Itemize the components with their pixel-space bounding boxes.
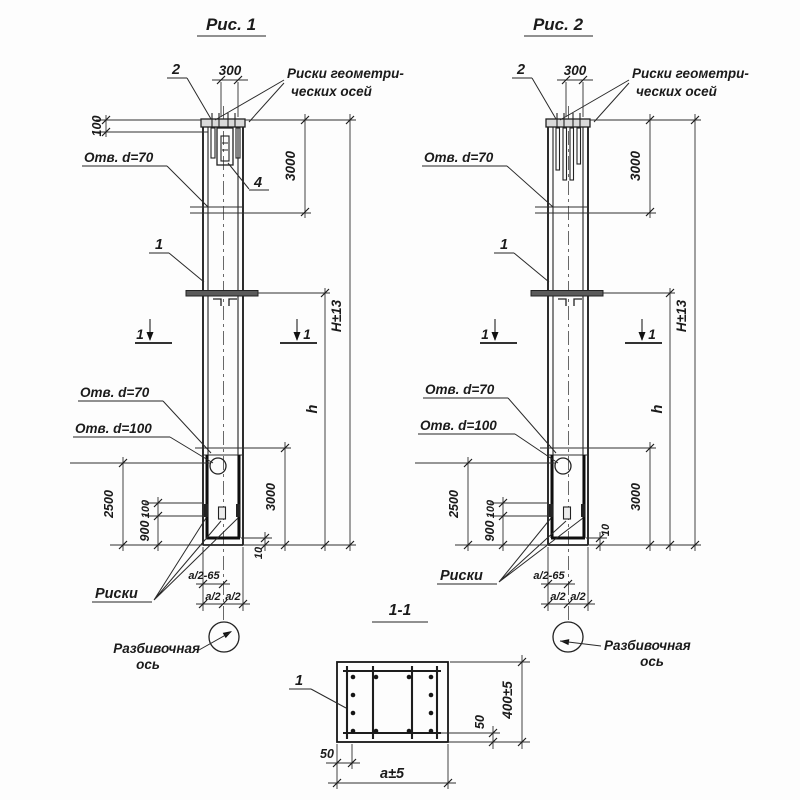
fig1-cut-label-left: 1 (136, 327, 144, 342)
section-1-1-view (289, 602, 530, 789)
section-underlines (289, 622, 428, 689)
fig2-console-plate (531, 291, 603, 297)
fig2-console-marks (558, 299, 582, 306)
fig1-cap-extensions (96, 120, 208, 132)
fig1-top-insert-detail (211, 128, 240, 165)
fig1-hole-d70-bottom-label: Отв. d=70 (80, 385, 150, 400)
fig1-section-cut-marks (135, 319, 317, 343)
fig2-layout-axis-circle (553, 622, 583, 652)
fig2-cut-label-left: 1 (481, 327, 489, 342)
fig1-axis-marks-label-line1: Риски геометри- (287, 66, 404, 81)
fig1-column-inner-walls (208, 127, 238, 538)
fig1-callout-4: 4 (253, 175, 263, 191)
fig1-hole-bands (190, 207, 243, 455)
fig1-top-cap (201, 119, 245, 127)
fig1-dim-300: 300 (218, 63, 242, 78)
fig1-axis-label-line2: ось (136, 657, 160, 672)
fig2-dim-300: 300 (563, 63, 587, 78)
fig2-marks-label: Риски (440, 568, 483, 584)
fig1-risk-mark-center (219, 507, 226, 519)
fig2-dim-2500: 2500 (447, 490, 461, 518)
fig1-dim-a2-left: a/2 (205, 591, 221, 603)
fig1-dim-2500: 2500 (102, 490, 116, 518)
fig2-axis-marks-label-line2: ческих осей (636, 84, 717, 99)
fig2-hole-bands (535, 207, 588, 455)
fig2-leaders (418, 36, 629, 646)
fig2-top-cap (546, 119, 590, 127)
fig1-axis-marks-label-line2: ческих осей (291, 84, 372, 99)
section-reinforcement-cage (343, 666, 441, 739)
fig1-callout-2: 2 (171, 62, 181, 78)
fig1-risk-mark-left (204, 504, 208, 517)
fig1-hole-d100-label: Отв. d=100 (75, 421, 152, 436)
fig2-axis-label-line1: Разбивочная (604, 638, 691, 653)
fig1-labels (75, 15, 404, 672)
fig1-dim-3000-top: 3000 (283, 150, 298, 182)
fig1-risk-mark-right (236, 504, 240, 517)
fig1-dim-100-bottom: 100 (140, 499, 152, 519)
section-rebar-dots (351, 675, 434, 734)
fig2-dim-10: 10 (600, 523, 612, 537)
fig1-console-marks (213, 299, 237, 306)
fig2-dim-a2-left: a/2 (550, 591, 566, 603)
fig2-callout-2: 2 (516, 62, 526, 78)
fig2-dim-a2-right: a/2 (570, 591, 586, 603)
fig1-dim-10: 10 (253, 546, 265, 560)
fig2-column-inner-walls (553, 127, 583, 538)
section-dim-a: a±5 (379, 766, 405, 782)
section-dim-50-left: 50 (320, 747, 334, 761)
fig1-dim-a2-65: a/2-65 (188, 570, 220, 582)
fig2-labels (420, 15, 749, 669)
fig1-dim-a2-right: a/2 (225, 591, 241, 603)
fig2-axis-marks-label-line1: Риски геометри- (632, 66, 749, 81)
fig1-column-outline (203, 119, 243, 545)
fig1-dim-100-top: 100 (90, 115, 104, 137)
fig2-dim-a2-65: a/2-65 (533, 570, 565, 582)
fig2-hole-d70-top-label: Отв. d=70 (424, 150, 494, 165)
fig2-axis-label-line2: ось (640, 654, 664, 669)
section-title: 1-1 (388, 602, 412, 619)
fig2-dim-H: H±13 (674, 299, 689, 333)
fig2-embedded-part (551, 455, 585, 538)
section-dimension-lines (326, 655, 530, 789)
fig1-console-plate (186, 291, 258, 297)
fig2-title: Рис. 2 (532, 15, 584, 34)
fig1-layout-axis-circle (209, 622, 239, 652)
fig1-dim-3000-bottom: 3000 (264, 483, 278, 511)
section-dim-400: 400±5 (500, 681, 515, 719)
fig2-cut-label-right: 1 (648, 327, 656, 342)
fig1-dim-900: 900 (138, 520, 152, 542)
fig2-risk-mark-right (581, 504, 585, 517)
fig2-callout-1: 1 (499, 237, 509, 253)
fig2-risk-mark-center (564, 507, 571, 519)
fig1-dim-h: h (305, 404, 321, 414)
section-callout-leader (311, 689, 346, 708)
section-callout-1: 1 (294, 673, 304, 689)
fig2-dim-h: h (650, 404, 666, 414)
fig2-section-cut-marks (480, 319, 662, 343)
fig2-dim-100-bottom: 100 (485, 499, 497, 519)
fig2-hole-d70-bottom-label: Отв. d=70 (425, 382, 495, 397)
section-dim-50-right: 50 (473, 715, 487, 729)
fig2-dim-900: 900 (483, 520, 497, 542)
fig1-title: Рис. 1 (205, 15, 257, 34)
fig1-column-view (96, 106, 258, 652)
fig2-column-outline (548, 119, 588, 545)
fig2-underlines (418, 36, 593, 584)
fig2-dim-ticks (464, 76, 699, 608)
fig1-axis-label-line1: Разбивочная (113, 641, 200, 656)
fig1-dim-H: H±13 (329, 299, 344, 333)
fig2-risk-mark-left (549, 504, 553, 517)
fig1-cut-label-right: 1 (303, 327, 311, 342)
fig2-dim-3000-bottom: 3000 (629, 483, 643, 511)
fig1-marks-label: Риски (95, 586, 138, 602)
fig1-hole-d70-top-label: Отв. d=70 (84, 150, 154, 165)
fig2-hole-d100-label: Отв. d=100 (420, 418, 497, 433)
fig1-callout-1: 1 (154, 237, 164, 253)
fig2-dim-3000-top: 3000 (628, 150, 643, 182)
fig1-embedded-part (206, 455, 240, 538)
